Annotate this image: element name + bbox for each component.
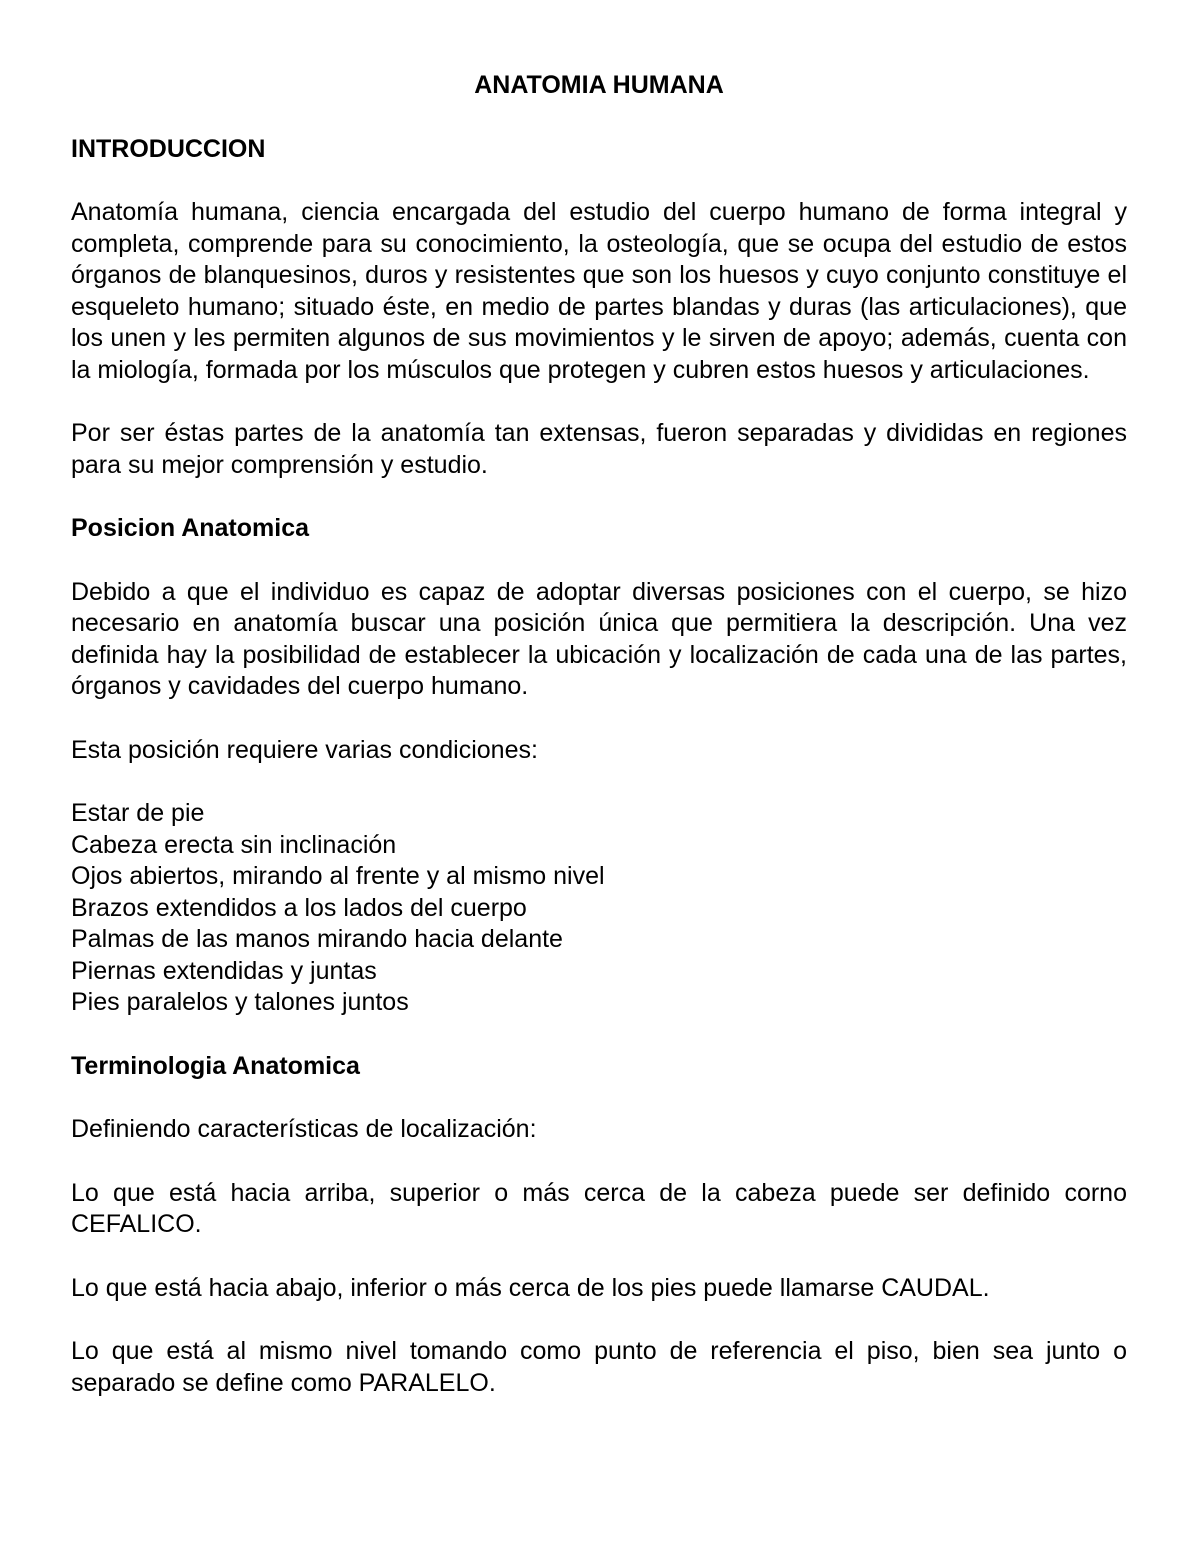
list-item: Cabeza erecta sin inclinación [71,830,397,859]
section-heading-introduccion: INTRODUCCION [71,134,266,163]
paragraph: Definiendo características de localización: [71,1115,537,1143]
list-item: Piernas extendidas y juntas [71,956,377,985]
list-item: Estar de pie [71,799,205,827]
document-title: ANATOMIA HUMANA [474,71,724,99]
list-item: Palmas de las manos mirando hacia delante [71,925,563,953]
paragraph: Por ser éstas partes de la anatomía tan extensas, fueron separadas y divididas en regiones para su mejor comprensión y estudio. [71,419,1127,479]
paragraph: Lo que está al mismo nivel tomando como punto de referencia el piso, bien sea junto o separado se define como PARALELO. [71,1337,1127,1397]
list-item: Brazos extendidos a los lados del cuerpo [71,893,527,922]
paragraph: Esta posición requiere varias condiciones: [71,735,538,764]
document-page [71,70,1127,1431]
section-heading-terminologia-anatomica: Terminologia Anatomica [71,1051,360,1080]
paragraph: Anatomía humana, ciencia encargada del estudio del cuerpo humano de forma integral y completa, comprende para su conocimiento, la osteología, que se ocupa del estudio de estos órganos de blanquesinos, duros y resistentes que son los huesos y cuyo conjunto constituye el esqueleto humano; situado éste, en medio de partes blandas y duras (las articulaciones), que los unen y les permiten algunos de sus movimientos y le sirven de apoyo; además, cuenta con la miología, formada por los músculos que protegen y cubren estos huesos y articulaciones. [71,198,1127,384]
list-item: Pies paralelos y talones juntos [71,988,409,1016]
conditions-list [71,798,1127,1019]
paragraph: Debido a que el individuo es capaz de adoptar diversas posiciones con el cuerpo, se hizo necesario en anatomía buscar una posición única que permitiera la descripción. Una vez definida hay la posibilidad de establecer la ubicación y localización de cada una de las partes, órganos y cavidades del cuerpo humano. [71,577,1127,700]
paragraph: Lo que está hacia abajo, inferior o más cerca de los pies puede llamarse CAUDAL. [71,1273,990,1302]
paragraph: Lo que está hacia arriba, superior o más cerca de la cabeza puede ser definido corno CEFALICO. [71,1178,1127,1238]
section-heading-posicion-anatomica: Posicion Anatomica [71,514,310,542]
list-item: Ojos abiertos, mirando al frente y al mismo nivel [71,862,605,890]
